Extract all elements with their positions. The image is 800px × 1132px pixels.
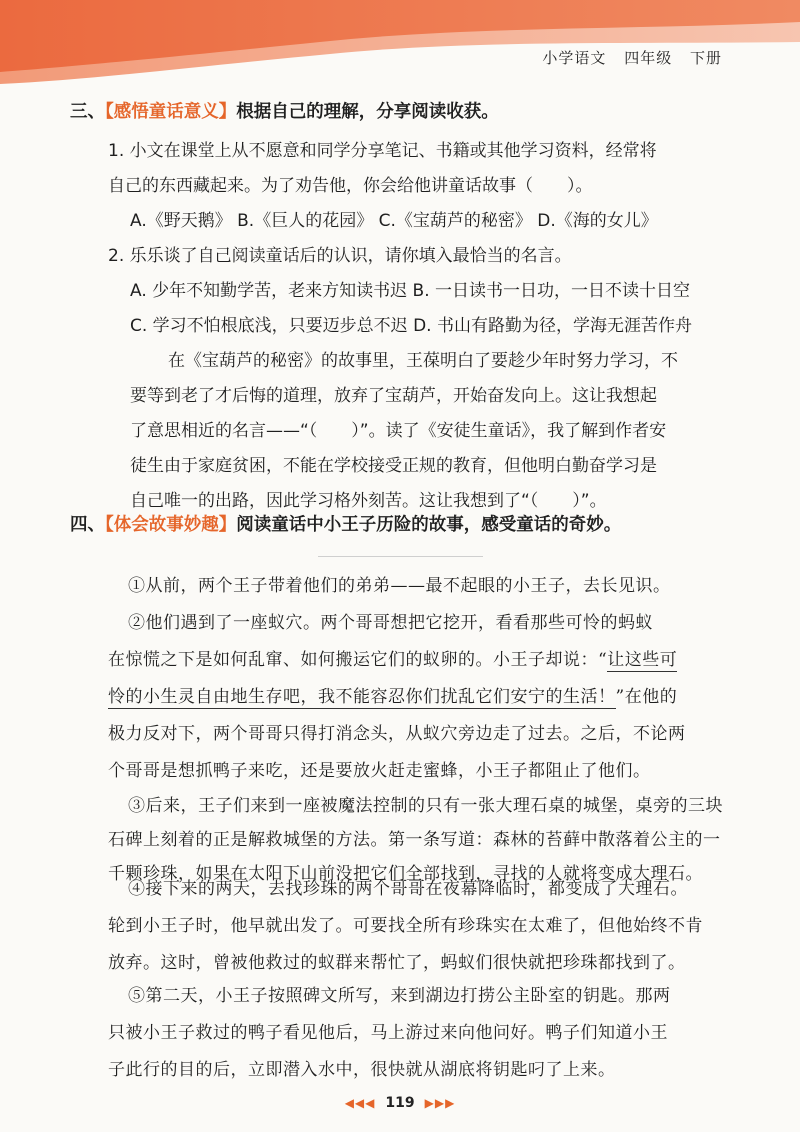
story-text: ”在他的: [615, 687, 678, 707]
story-p2-line: [108, 648, 677, 672]
story-p2-line: [108, 685, 677, 709]
prev-arrows-icon: ◀◀◀: [344, 1096, 376, 1110]
section4-heading: [70, 513, 621, 537]
story-text: 在惊慌之下是如何乱窜、如何搬运它们的蚁卵的。小王子却说：“: [108, 650, 608, 670]
divider-line: [318, 556, 483, 557]
story-p3-line: 石碑上刻着的正是解救城堡的方法。第一条写道：森林的苔藓中散落着公主的一: [108, 830, 721, 850]
section4-tag: 【体会故事妙趣】: [105, 515, 237, 535]
story-p2-line: ②他们遇到了一座蚁穴。两个哥哥想把它挖开，看看那些可怜的蚂蚁: [128, 613, 653, 633]
story-p4-line: 放弃。这时，曾被他救过的蚁群来帮忙了，蚂蚁们很快就把珍珠都找到了。: [108, 953, 686, 973]
grade-label: 四年级: [624, 49, 673, 67]
q1-line1: 1. 小文在课堂上从不愿意和同学分享笔记、书籍或其他学习资料，经常将: [108, 141, 657, 161]
section3-title: 根据自己的理解，分享阅读收获。: [236, 102, 499, 122]
underlined-quote: 让这些可: [607, 650, 678, 670]
q1-options: A.《野天鹅》 B.《巨人的花园》 C.《宝葫芦的秘密》 D.《海的女儿》: [130, 211, 658, 231]
story-paragraph-1: ①从前，两个王子带着他们的弟弟——最不起眼的小王子，去长见识。: [128, 576, 671, 596]
q2-options-cd: C. 学习不怕根底浅，只要迈步总不迟 D. 书山有路勤为径，学海无涯苦作舟: [130, 316, 692, 336]
story-p2-line: 个哥哥是想抓鸭子来吃，还是要放火赶走蜜蜂，小王子都阻止了他们。: [108, 761, 651, 781]
header-wave-decoration: [0, 0, 800, 90]
section3-tag: 【感悟童话意义】: [105, 102, 237, 122]
q2-para-line: 要等到老了才后悔的道理，放弃了宝葫芦，开始奋发向上。这让我想起: [130, 386, 657, 406]
term-label: 下册: [689, 49, 722, 67]
q1-line2: 自己的东西藏起来。为了劝告他，你会给他讲童话故事（ ）。: [108, 176, 593, 196]
story-p5-line: 只被小王子救过的鸭子看见他后，马上游过来向他问好。鸭子们知道小王: [108, 1023, 668, 1043]
story-p3-line: ③后来，王子们来到一座被魔法控制的只有一张大理石桌的城堡，桌旁的三块: [128, 796, 723, 816]
story-p2-line: 极力反对下，两个哥哥只得打消念头，从蚁穴旁边走了过去。之后，不论两: [108, 724, 686, 744]
q2-options-ab: A. 少年不知勤学苦，老来方知读书迟 B. 一日读书一日功，一日不读十日空: [130, 281, 691, 301]
story-p4-line: ④接下来的两天，去找珍珠的两个哥哥在夜幕降临时，都变成了大理石。: [128, 879, 688, 899]
book-info: [530, 47, 722, 68]
subject-label: 小学语文: [542, 49, 607, 67]
section4-title: 阅读童话中小王子历险的故事，感受童话的奇妙。: [236, 515, 622, 535]
q2-line1: 2. 乐乐谈了自己阅读童话后的认识，请你填入最恰当的名言。: [108, 246, 572, 266]
story-p5-line: 子此行的目的后，立即潜入水中，很快就从湖底将钥匙叼了上来。: [108, 1060, 616, 1080]
underlined-quote: 怜的小生灵自由地生存吧，我不能容忍你们扰乱它们安宁的生活！: [108, 687, 616, 707]
q2-para-line: 了意思相近的名言——“（ ）”。读了《安徒生童话》，我了解到作者安: [130, 421, 667, 441]
story-p3-line: 千颗珍珠，如果在太阳下山前没把它们全部找到，寻找的人就将变成大理石。: [108, 864, 703, 884]
q2-para-line: 自己唯一的出路，因此学习格外刻苦。这让我想到了“（ ）”。: [130, 491, 607, 511]
page-number: 119: [385, 1095, 415, 1111]
section3-heading: [70, 100, 499, 124]
q2-para-line: 徒生由于家庭贫困，不能在学校接受正规的教育，但他明白勤奋学习是: [130, 456, 657, 476]
header-band: [0, 0, 800, 90]
q2-para-line: 在《宝葫芦的秘密》的故事里，王葆明白了要趁少年时努力学习，不: [168, 351, 678, 371]
page-footer: [0, 1095, 800, 1111]
section4-number: 四、: [70, 515, 105, 535]
story-p5-line: ⑤第二天，小王子按照碑文所写，来到湖边打捞公主卧室的钥匙。那两: [128, 986, 671, 1006]
next-arrows-icon: ▶▶▶: [424, 1096, 456, 1110]
section3-number: 三、: [70, 102, 105, 122]
story-p4-line: 轮到小王子时，他早就出发了。可要找全所有珍珠实在太难了，但他始终不肯: [108, 916, 703, 936]
